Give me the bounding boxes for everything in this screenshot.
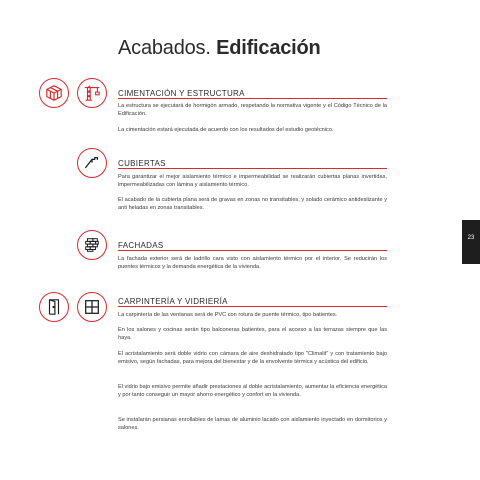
- door-icon: [39, 292, 69, 322]
- page-title-light: Acabados.: [118, 37, 217, 59]
- page-title-bold: Edificación: [216, 37, 321, 59]
- paragraph: En los salones y cocinas serán tipo balconeras batientes, para el acceso a las terrazas siempre que las haya.: [118, 327, 387, 341]
- box-structure-icon: [39, 78, 69, 108]
- section-title-carpinteria: CARPINTERÍA Y VIDRIERÍA: [118, 297, 228, 306]
- section-title-fachadas: FACHADAS: [118, 241, 164, 250]
- crane-icon: [77, 78, 107, 108]
- paragraph: La carpintería de las ventanas será de PVC con rotura de puente térmico, tipo batientes.: [118, 312, 338, 318]
- page-title: [118, 37, 321, 60]
- paragraph: El vidrio bajo emisivo permite añadir prestaciones al doble acristalamiento, aumentar la eficiencia energética y por tanto conseguir un mayor ahorro energético y confort en la vivienda.: [118, 384, 387, 398]
- section-divider: [118, 168, 387, 169]
- page-number-tab: [462, 220, 480, 264]
- paragraph: La estructura se ejecutará de hormigón armado, respetando la normativa vigente y el Código Técnico de la Edificación.: [118, 103, 387, 117]
- page-number: 23: [467, 235, 475, 241]
- section-divider: [118, 306, 387, 307]
- section-divider: [118, 250, 387, 251]
- paragraph: La cimentación estará ejecutada de acuerdo con los resultados del estudio geotécnico.: [118, 127, 334, 133]
- section-title-cubiertas: CUBIERTAS: [118, 159, 166, 168]
- window-icon: [77, 292, 107, 322]
- paragraph: El acabado de la cubierta plana será de gravas en zonas no transitables, y solado cerámico antideslizante y anti heladas en zonas transitables.: [118, 197, 387, 211]
- section-divider: [118, 98, 387, 99]
- paragraph: Se instalarán persianas enrollables de lamas de aluminio lacado con aislamiento inyectado en dormitorios y salones.: [118, 417, 387, 431]
- paragraph: El acristalamiento será doble vidrio con cámara de aire deshidratado tipo "Climalit" y con tratamiento bajo emisivo, según fachadas, para mejora del bienestar y de la envolvente térmica y acústica del edificio.: [118, 351, 387, 365]
- brick-wall-icon: [77, 230, 107, 260]
- section-title-cimentacion: CIMENTACIÓN Y ESTRUCTURA: [118, 89, 245, 98]
- paragraph: Para garantizar el mejor aislamiento térmico e impermeabilidad se realizarán cubiertas planas invertidas, impermeabilizadas con lámina y aislamiento térmico.: [118, 174, 387, 188]
- roof-icon: [77, 148, 107, 178]
- paragraph: La fachada exterior será de ladrillo cara visto con aislamiento térmico por el interior. Se reducirán los puentes térmicos y la demanda energética de la vivienda.: [118, 256, 387, 270]
